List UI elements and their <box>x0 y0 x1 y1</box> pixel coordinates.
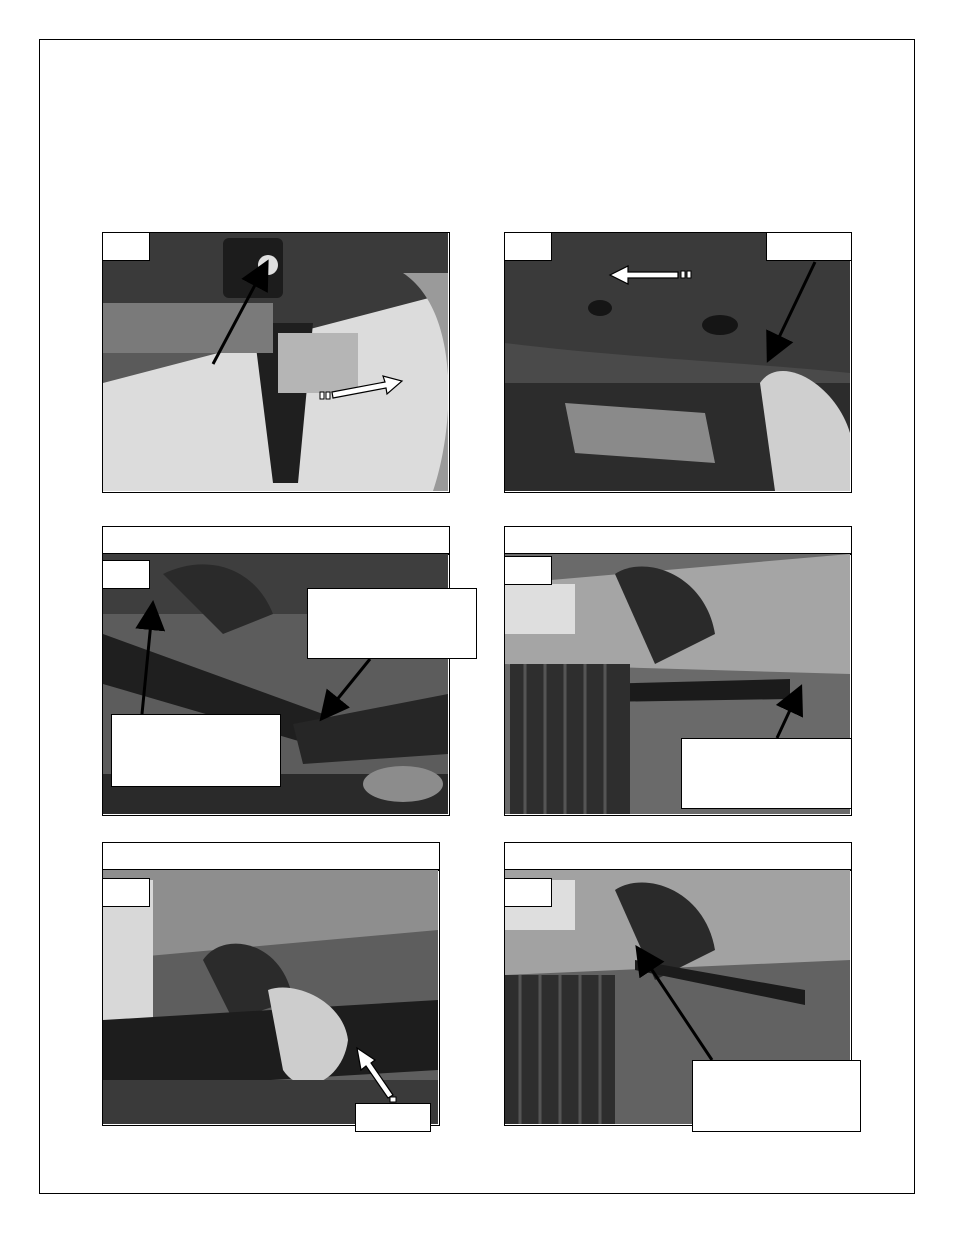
figure-label-3 <box>102 560 150 589</box>
callout-6 <box>692 1060 861 1132</box>
photo-1 <box>102 232 450 493</box>
caption-3 <box>102 526 450 555</box>
caption-5 <box>102 842 440 871</box>
figure-label-4 <box>504 556 552 585</box>
callout-3-right <box>307 588 477 659</box>
callout-5 <box>355 1103 431 1132</box>
photo-5 <box>102 869 440 1126</box>
figure-label-6 <box>504 878 552 907</box>
callout-2 <box>766 232 852 261</box>
callout-4 <box>681 738 852 809</box>
figure-label-2 <box>504 232 552 261</box>
callout-3-left <box>111 714 281 787</box>
figure-label-5 <box>102 878 150 907</box>
caption-4 <box>504 526 852 555</box>
photo-2 <box>504 232 852 493</box>
caption-6 <box>504 842 852 871</box>
figure-label-1 <box>102 232 150 261</box>
